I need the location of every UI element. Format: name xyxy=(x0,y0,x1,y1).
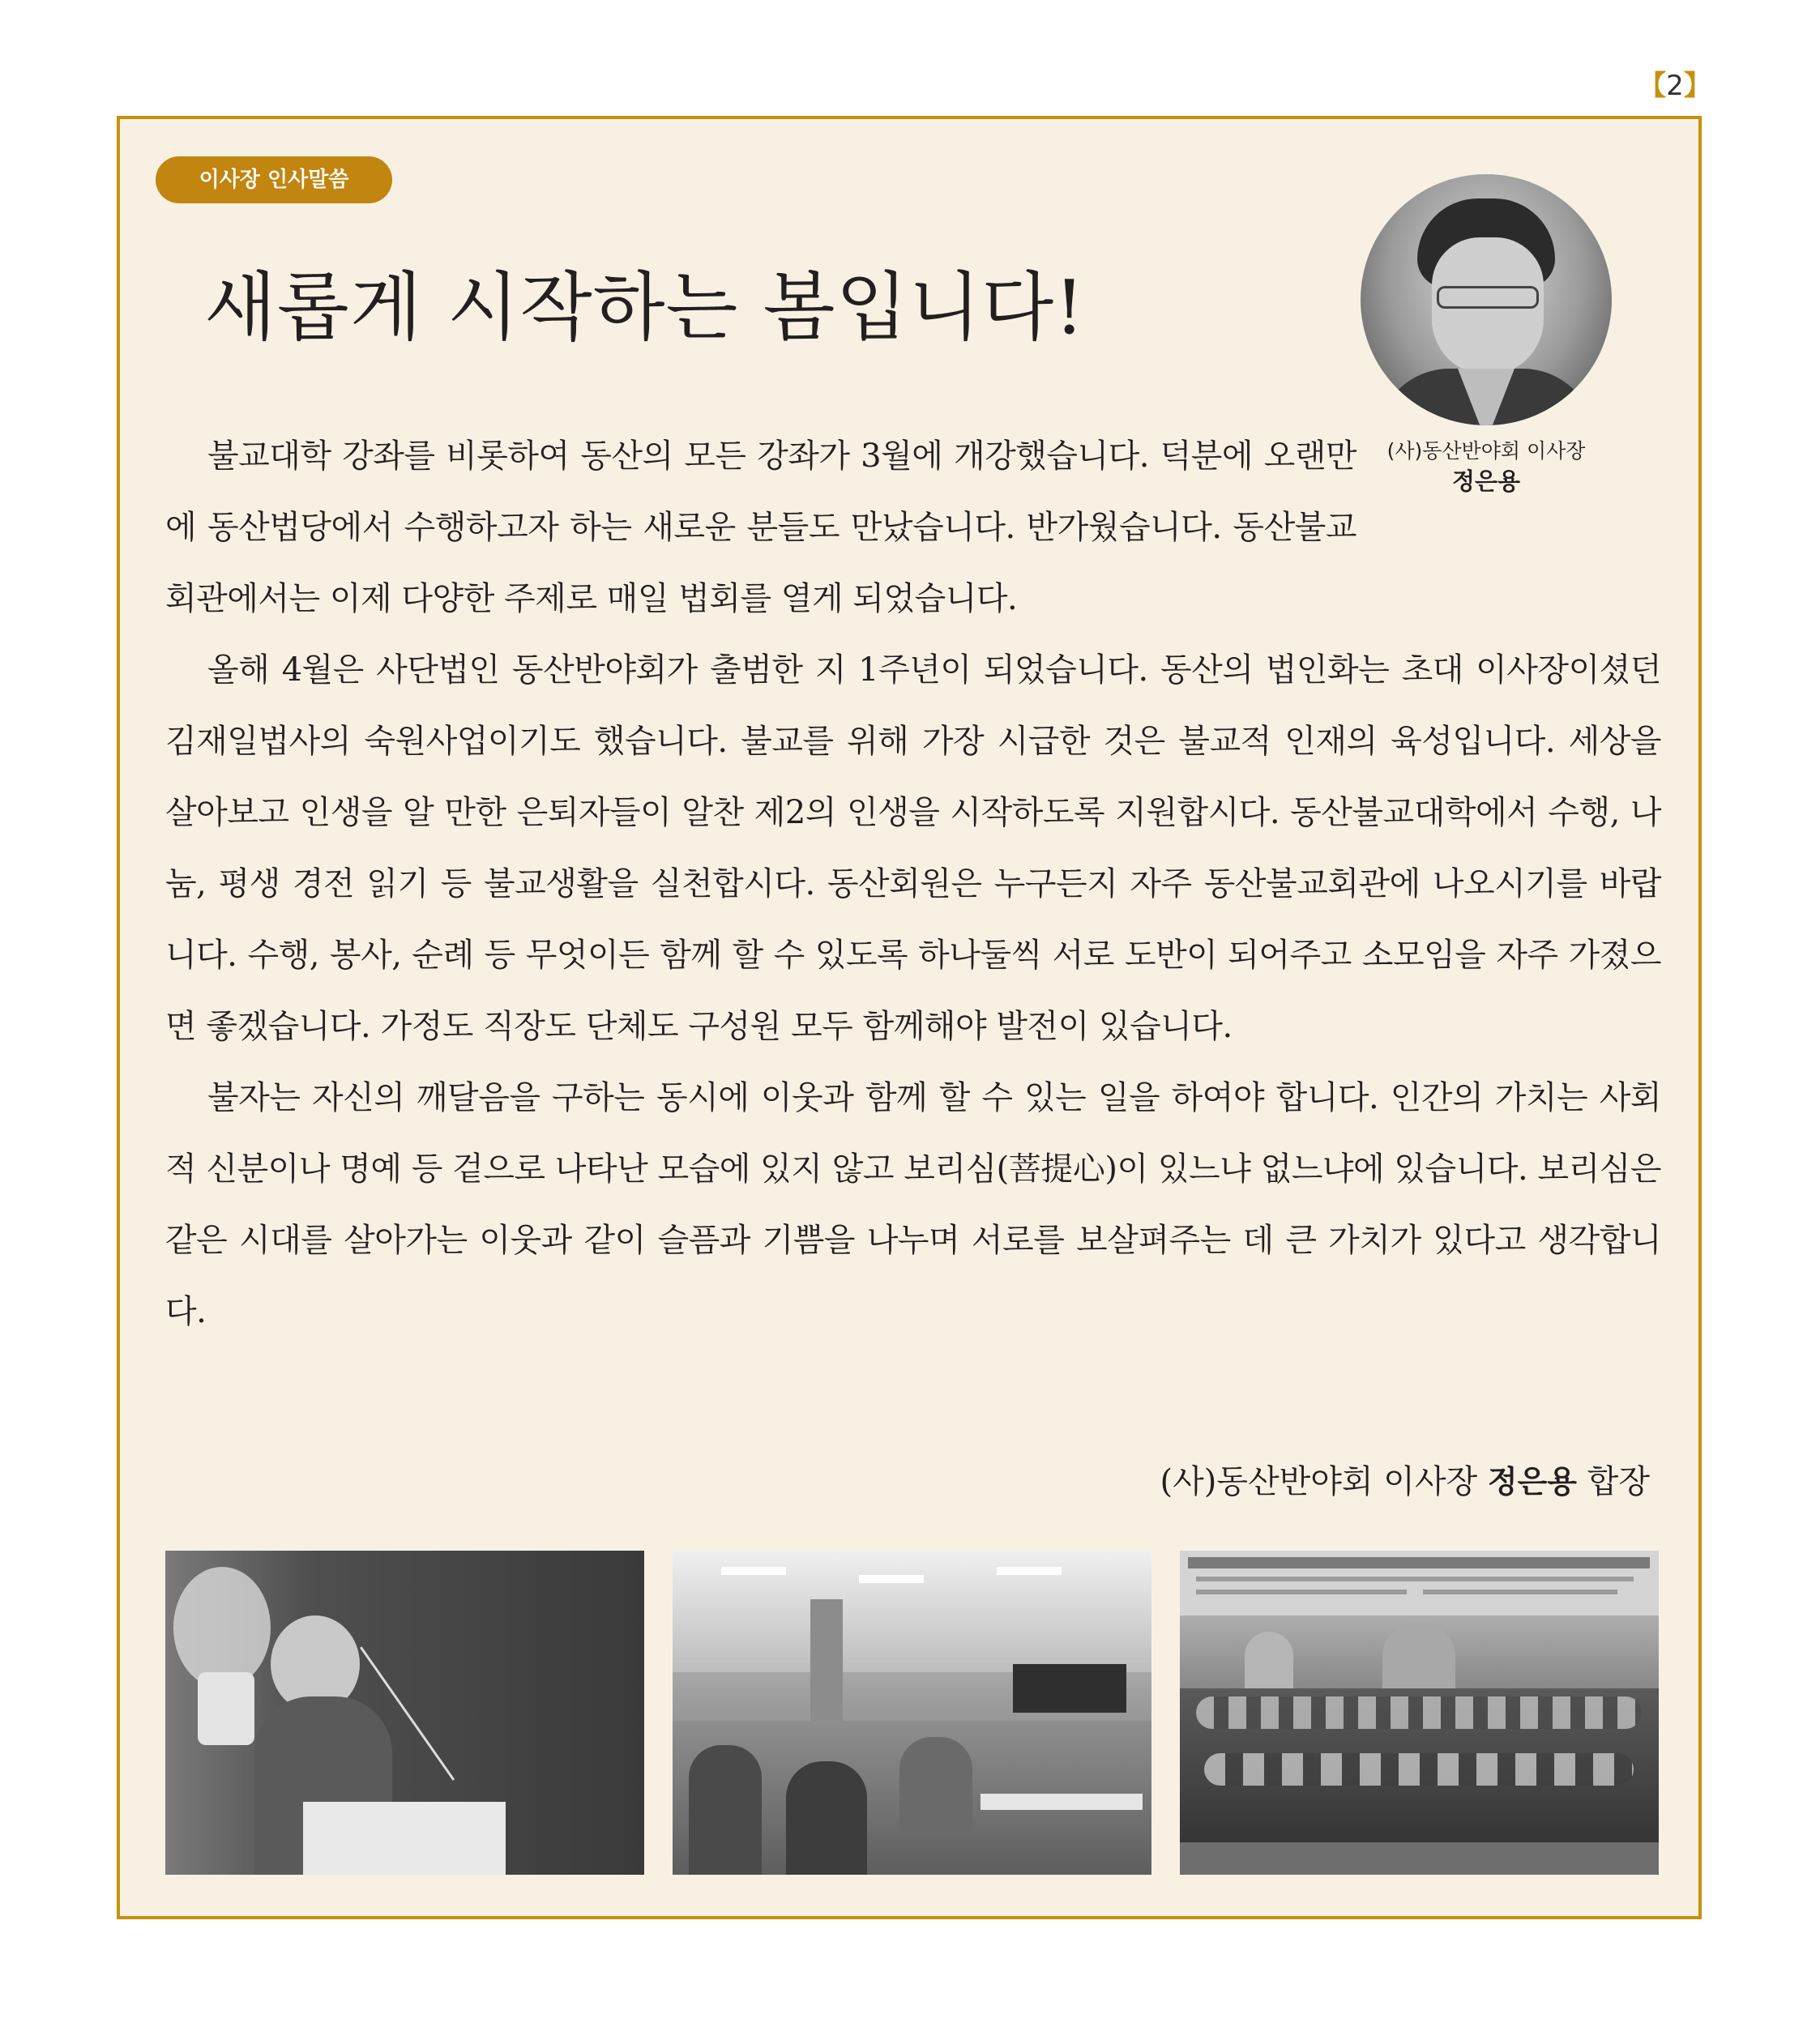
bracket-left: 【 xyxy=(1638,70,1667,102)
photo-lecture-podium xyxy=(165,1551,644,1875)
photo-group xyxy=(1180,1551,1659,1875)
paragraph-1: 불교대학 강좌를 비롯하여 동산의 모든 강좌가 3월에 개강했습니다. 덕분에 오랜만에 동산법당에서 수행하고자 하는 새로운 분들도 만났습니다. 반가웠습니다. 동산불교회관에서는 이제 다양한 주제로 매일 법회를 열게 되었습니다. xyxy=(165,437,1356,617)
signature-prefix: (사)동산반야회 이사장 xyxy=(1160,1463,1488,1500)
bracket-right: 】 xyxy=(1683,70,1711,102)
article-body xyxy=(165,420,1661,1347)
signature-suffix: 합장 xyxy=(1577,1463,1650,1500)
section-badge: 이사장 인사말씀 xyxy=(156,156,392,203)
signature xyxy=(1160,1449,1650,1514)
signature-name: 정은용 xyxy=(1487,1464,1577,1500)
page-number xyxy=(1638,63,1711,103)
portrait-org: (사)동산반야회 이사장 xyxy=(1386,439,1586,463)
page-number-value: 2 xyxy=(1666,70,1684,102)
page-title: 새롭게 시작하는 봄입니다! xyxy=(204,264,1086,351)
portrait-name: 정은용 xyxy=(1451,467,1521,495)
paragraph-3: 불자는 자신의 깨달음을 구하는 동시에 이웃과 함께 할 수 있는 일을 하여야 합니다. 인간의 가치는 사회적 신분이나 명예 등 겉으로 나타난 모습에 있지 않고 보리심(菩提心)이 있느냐 없느냐에 있습니다. 보리심은 같은 시대를 살아가는 이웃과 같이 슬픔과 기쁨을 나누며 서로를 보살펴주는 데 큰 가치가 있다고 생각합니다. xyxy=(165,1079,1661,1330)
photo-classroom xyxy=(673,1551,1151,1875)
article-frame xyxy=(117,116,1702,1919)
chairman-portrait xyxy=(1361,174,1612,425)
paragraph-2: 올해 4월은 사단법인 동산반야회가 출범한 지 1주년이 되었습니다. 동산의 법인화는 초대 이사장이셨던 김재일법사의 숙원사업이기도 했습니다. 불교를 위해 가장 시급한 것은 불교적 인재의 육성입니다. 세상을 살아보고 인생을 알 만한 은퇴자들이 알찬 제2의 인생을 시작하도록 지원합시다. 동산불교대학에서 수행, 나눔, 평생 경전 읽기 등 불교생활을 실천합시다. 동산회원은 누구든지 자주 동산불교회관에 나오시기를 바랍니다. 수행, 봉사, 순례 등 무엇이든 함께 할 수 있도록 하나둘씩 서로 도반이 되어주고 소모임을 자주 가졌으면 좋겠습니다. 가정도 직장도 단체도 구성원 모두 함께해야 발전이 있습니다. xyxy=(165,651,1661,1045)
